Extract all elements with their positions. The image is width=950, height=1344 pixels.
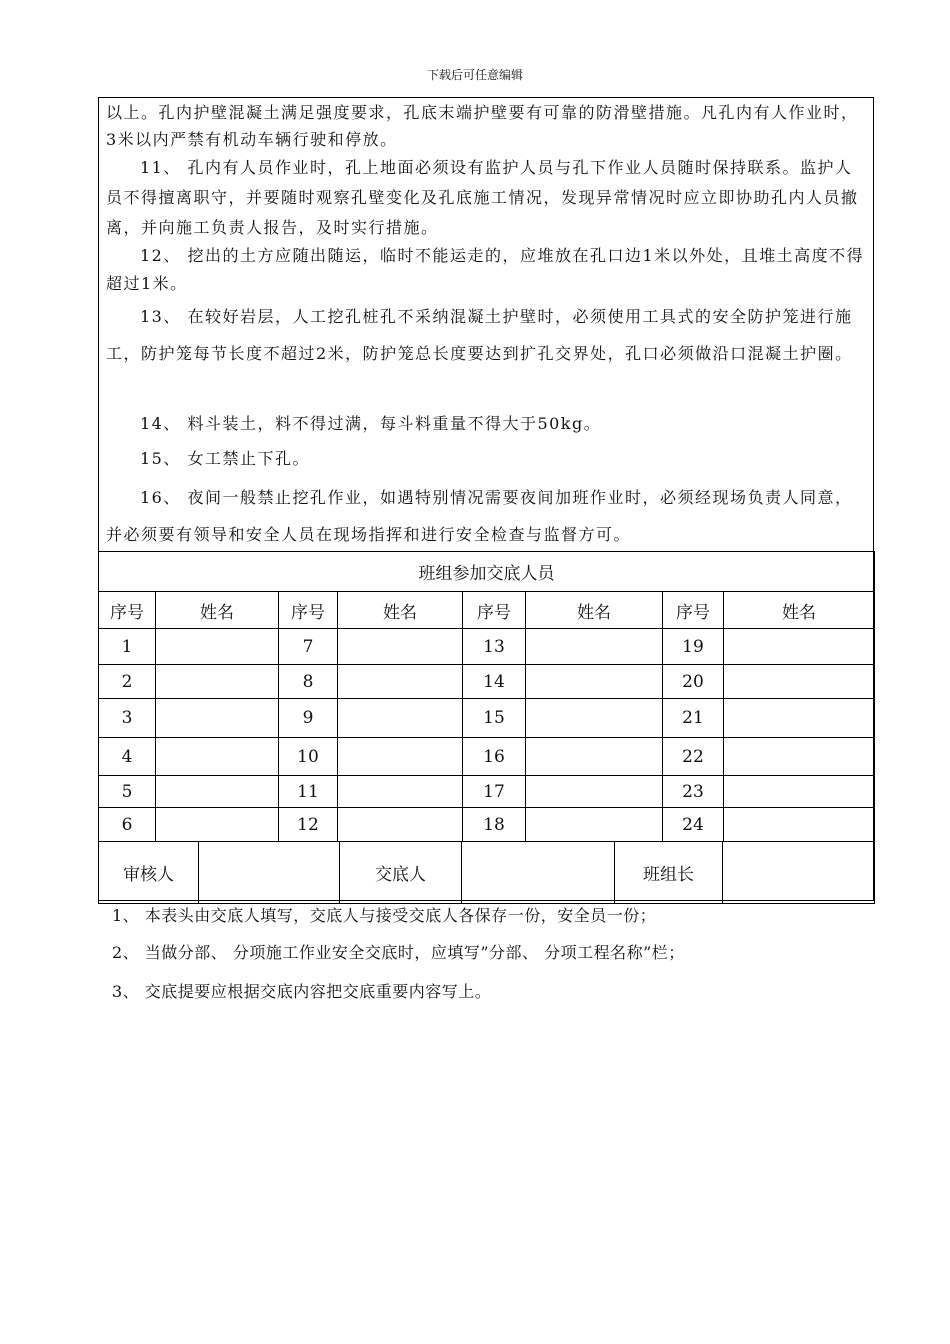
paragraph-13: 13、 在较好岩层，人工挖孔桩孔不采纳混凝土护壁时，必须使用工具式的安全防护笼进行施工，防护笼每节长度不超过2米，防护笼总长度要达到扩孔交界处，孔口必须做沿口混凝土护圈。 [106,307,853,363]
table-row [99,808,875,842]
table-row [99,629,875,665]
table-row [99,738,875,776]
seq-cell: 21 [663,699,724,738]
seq-cell: 24 [663,808,724,842]
seq-cell: 3 [99,699,156,738]
name-cell[interactable] [156,665,279,699]
name-cell[interactable] [338,629,463,665]
col-header-seq: 序号 [99,592,156,629]
name-cell[interactable] [526,808,663,842]
paragraph-continuation: 以上。孔内护壁混凝土满足强度要求，孔底末端护壁要有可靠的防滑壁措施。凡孔内有人作业时，3米以内严禁有机动车辆行驶和停放。 [106,103,859,149]
seq-cell: 18 [463,808,526,842]
seq-cell: 19 [663,629,724,665]
seq-cell: 10 [279,738,338,776]
name-cell[interactable] [526,629,663,665]
name-cell[interactable] [156,776,279,808]
presenter-label: 交底人 [340,842,462,904]
seq-cell: 9 [279,699,338,738]
header-note: 下载后可任意编辑 [426,68,523,82]
paragraph-11: 11、 孔内有人员作业时，孔上地面必须设有监护人员与孔下作业人员随时保持联系。监护人员不得擅离职守，并要随时观察孔壁变化及孔底施工情况，发现异常情况时应立即协助孔内人员撤离，并向施工负责人报告，及时实行措施。 [106,158,859,237]
seq-cell: 22 [663,738,724,776]
team-leader-label: 班组长 [615,842,723,904]
name-cell[interactable] [724,808,875,842]
seq-cell: 8 [279,665,338,699]
seq-cell: 20 [663,665,724,699]
name-cell[interactable] [338,665,463,699]
footnote-3: 3、 交底提要应根据交底内容把交底重要内容写上。 [112,982,492,1001]
col-header-seq: 序号 [279,592,338,629]
name-cell[interactable] [724,738,875,776]
table-row [99,665,875,699]
name-cell[interactable] [526,699,663,738]
paragraph-12: 12、 挖出的土方应随出随运，临时不能运走的，应堆放在孔口边1米以外处，且堆土高度不得超过1米。 [106,246,865,293]
presenter-signature-field[interactable] [462,842,615,904]
name-cell[interactable] [338,738,463,776]
paragraph-15: 15、 女工禁止下孔。 [140,449,310,468]
seq-cell: 15 [463,699,526,738]
name-cell[interactable] [156,808,279,842]
signoff-row [99,842,875,904]
seq-cell: 5 [99,776,156,808]
seq-cell: 4 [99,738,156,776]
col-header-name: 姓名 [724,592,875,629]
name-cell[interactable] [526,738,663,776]
name-cell[interactable] [156,699,279,738]
name-cell[interactable] [338,699,463,738]
seq-cell: 12 [279,808,338,842]
col-header-name: 姓名 [526,592,663,629]
seq-cell: 7 [279,629,338,665]
seq-cell: 11 [279,776,338,808]
seq-cell: 17 [463,776,526,808]
name-cell[interactable] [724,776,875,808]
name-cell[interactable] [724,699,875,738]
team-leader-signature-field[interactable] [723,842,875,904]
name-cell[interactable] [156,738,279,776]
name-cell[interactable] [526,665,663,699]
participants-table [98,551,874,904]
footnote-2: 2、 当做分部、 分项施工作业安全交底时，应填写”分部、 分项工程名称”栏； [112,943,685,962]
seq-cell: 2 [99,665,156,699]
name-cell[interactable] [724,629,875,665]
col-header-seq: 序号 [463,592,526,629]
table-title: 班组参加交底人员 [99,552,875,592]
seq-cell: 13 [463,629,526,665]
col-header-name: 姓名 [338,592,463,629]
name-cell[interactable] [156,629,279,665]
seq-cell: 23 [663,776,724,808]
paragraph-16: 16、 夜间一般禁止挖孔作业，如遇特别情况需要夜间加班作业时，必须经现场负责人同意，并必须要有领导和安全人员在现场指挥和进行安全检查与监督方可。 [106,488,853,544]
paragraph-14: 14、 料斗装土，料不得过满，每斗料重量不得大于50kg。 [140,414,602,433]
name-cell[interactable] [724,665,875,699]
footnote-1: 1、 本表头由交底人填写，交底人与接受交底人各保存一份，安全员一份； [112,906,657,925]
reviewer-signature-field[interactable] [199,842,340,904]
seq-cell: 6 [99,808,156,842]
seq-cell: 14 [463,665,526,699]
name-cell[interactable] [338,808,463,842]
seq-cell: 1 [99,629,156,665]
name-cell[interactable] [338,776,463,808]
seq-cell: 16 [463,738,526,776]
reviewer-label: 审核人 [99,842,199,904]
col-header-name: 姓名 [156,592,279,629]
table-row [99,699,875,738]
table-row [99,776,875,808]
col-header-seq: 序号 [663,592,724,629]
name-cell[interactable] [526,776,663,808]
